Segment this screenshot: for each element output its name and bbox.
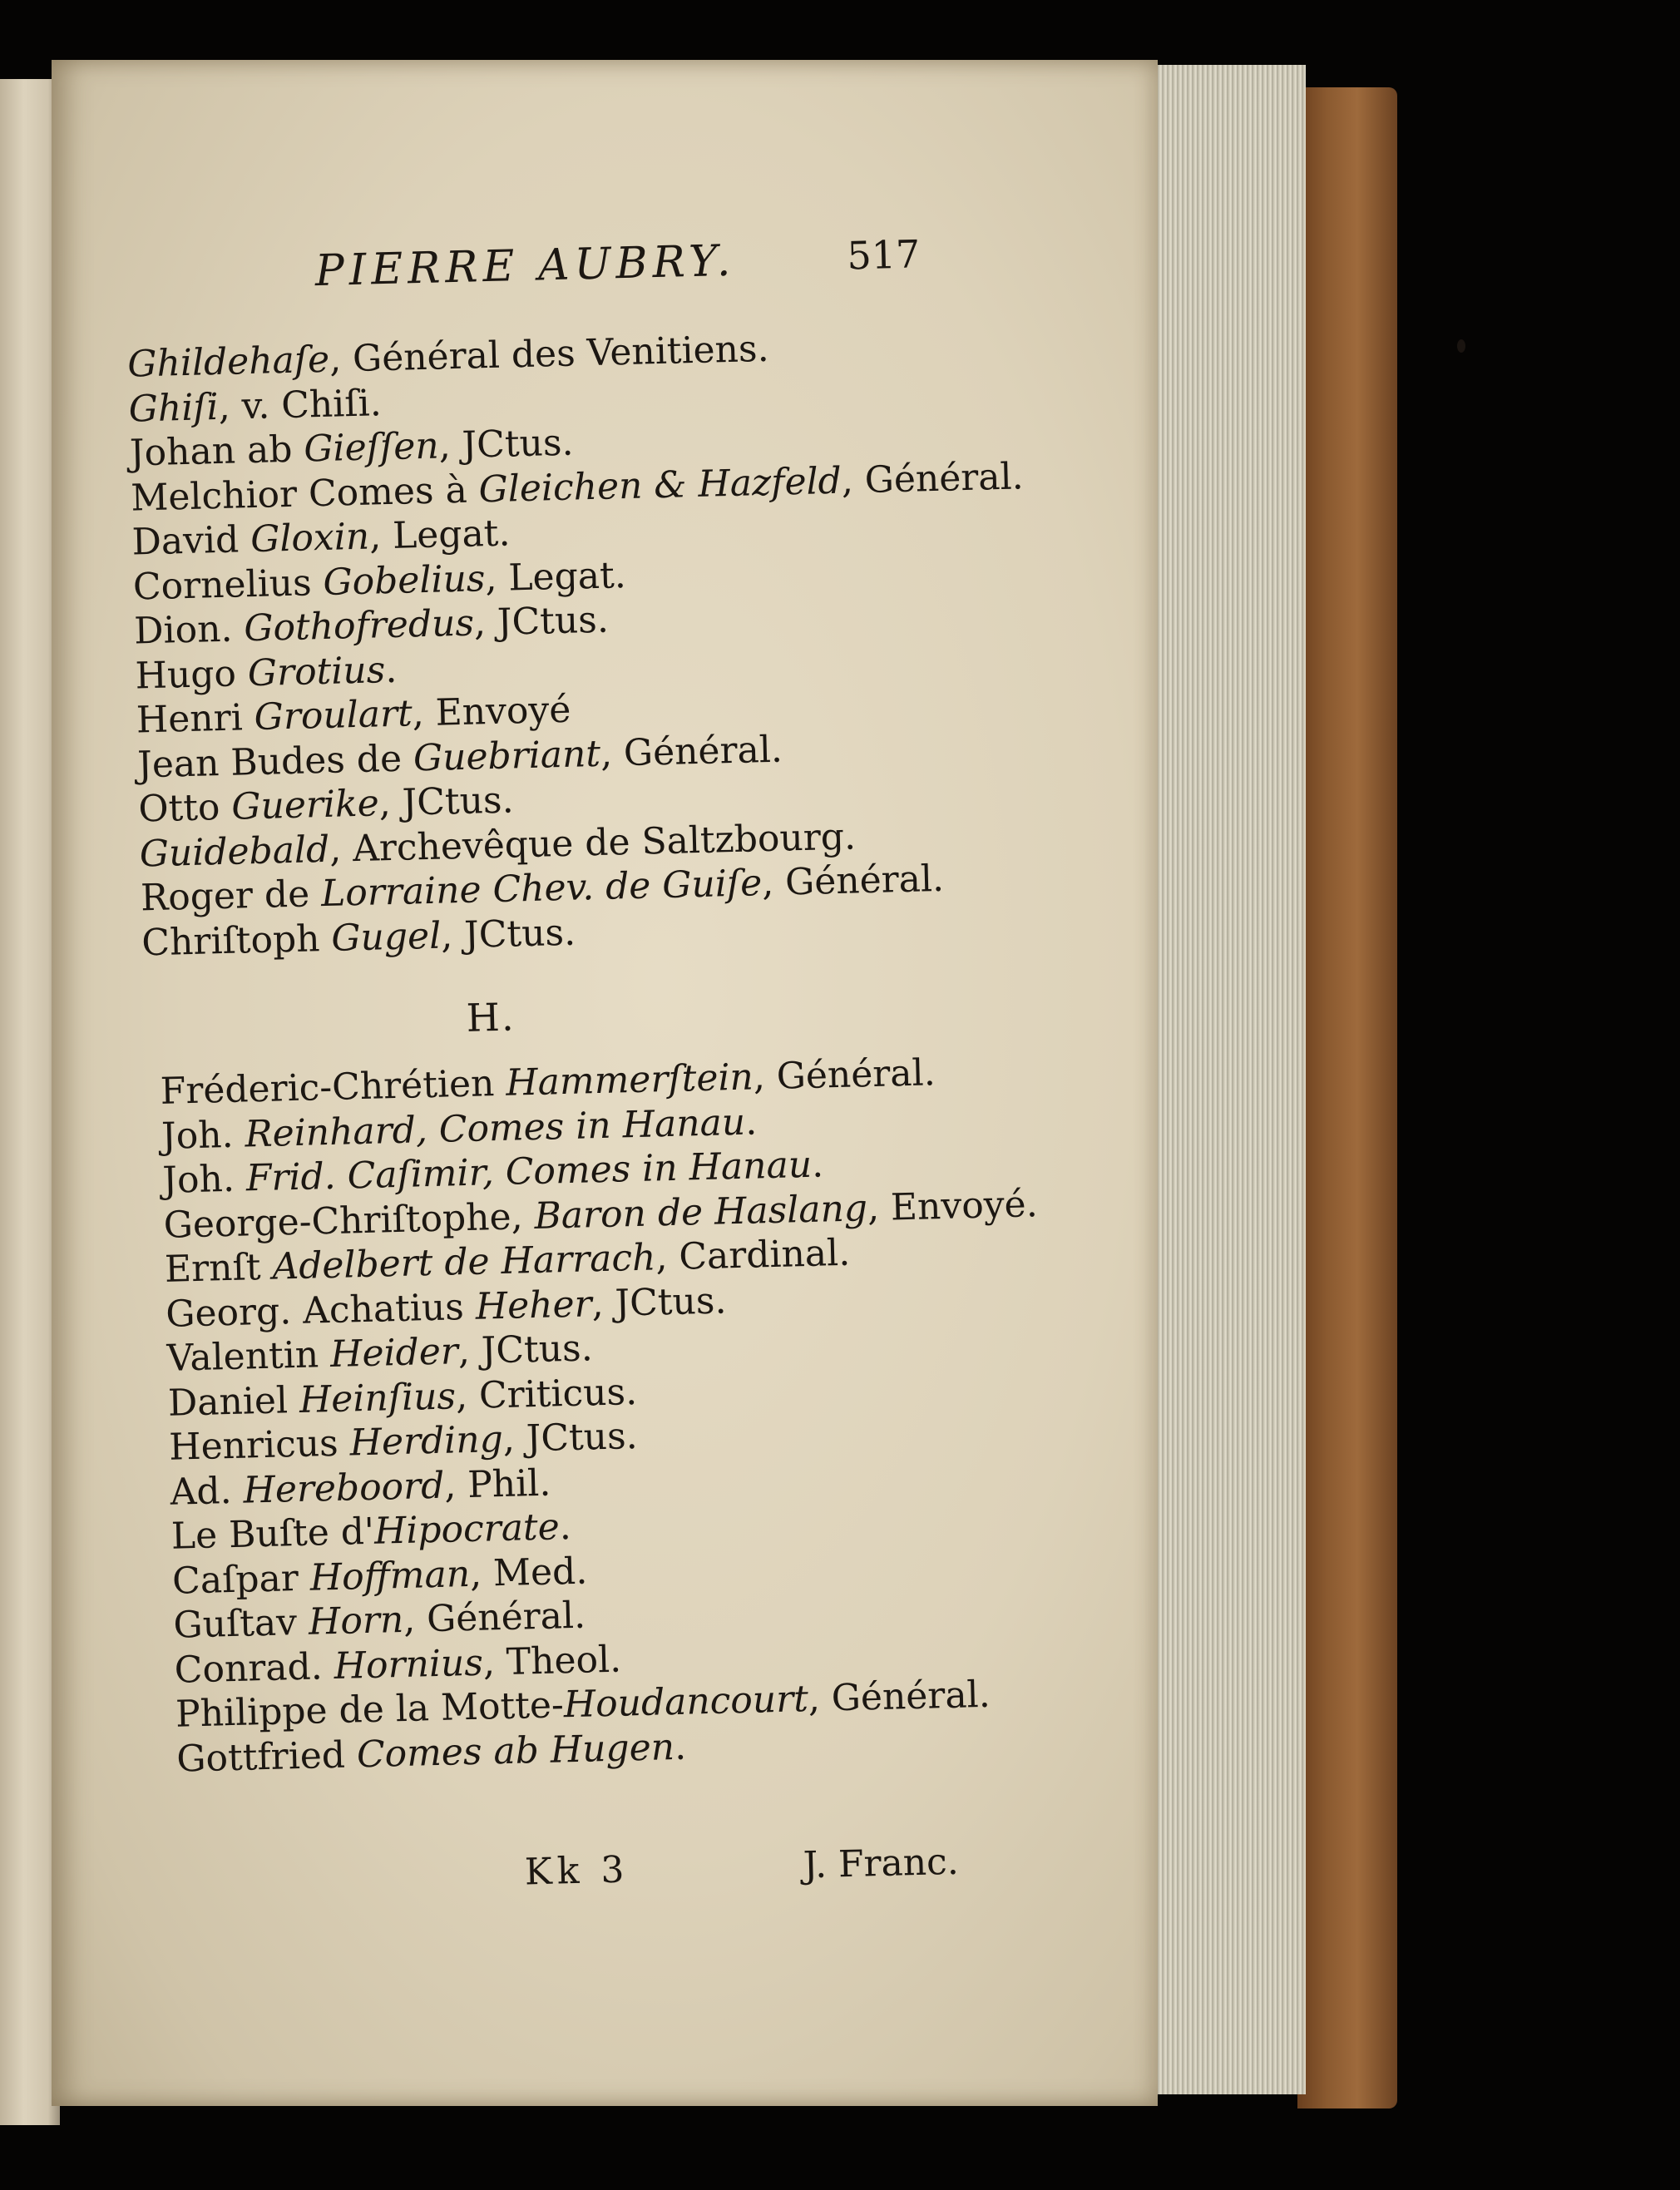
- page-number: 517: [846, 231, 921, 279]
- entry-list-h: [160, 1047, 1092, 1782]
- list-item: Cornelius Gobelius, Legat.: [132, 553, 627, 609]
- catchword: J. Franc.: [803, 1840, 960, 1887]
- section-letter: H.: [466, 994, 516, 1041]
- list-item: David Gloxin, Legat.: [131, 512, 511, 564]
- list-item: Johan ab Gieſſen, JCtus.: [129, 421, 575, 475]
- list-item: Le Buſte d'Hipocrate.: [170, 1505, 572, 1558]
- running-header: [264, 231, 931, 306]
- signature-mark: Kk 3: [524, 1848, 630, 1894]
- list-item: Chriſtoph Gugel, JCtus.: [141, 911, 576, 964]
- list-item: Melchior Comes à Gleichen & Hazfeld, Général.: [130, 454, 1025, 520]
- list-item: Henri Groulart, Envoyé: [136, 688, 571, 742]
- book-cover-board: [1297, 87, 1397, 2108]
- list-item: Philippe de la Motte-Houdancourt, Général.: [175, 1673, 991, 1736]
- list-item: Gottfried Comes ab Hugen.: [175, 1725, 687, 1781]
- list-item: Roger de Lorraine Chev. de Guiſe, Général.: [140, 857, 945, 920]
- list-item: Guſtav Horn, Général.: [172, 1594, 586, 1647]
- list-item: Valentin Heider, JCtus.: [166, 1327, 594, 1380]
- entry-list-g: [127, 320, 1057, 966]
- list-item: Joh. Frid. Caſimir, Comes in Hanau.: [161, 1143, 824, 1202]
- list-item: Georg. Achatius Heher, JCtus.: [165, 1278, 727, 1336]
- list-item: Ad. Hereboord, Phil.: [169, 1461, 551, 1514]
- list-item: Conrad. Hornius, Theol.: [174, 1638, 622, 1692]
- list-item: Hugo Grotius.: [134, 648, 398, 697]
- list-item: Ghildehaſe, Général des Venitiens.: [126, 327, 770, 386]
- list-item: Ernſt Adelbert de Harrach, Cardinal.: [164, 1231, 851, 1291]
- list-item: Otto Guerike, JCtus.: [137, 779, 515, 831]
- ink-speck: [1457, 339, 1465, 353]
- list-item: Henricus Herding, JCtus.: [168, 1415, 639, 1469]
- list-item: Caſpar Hoffman, Med.: [171, 1550, 588, 1603]
- list-item: George-Chriſtophe, Baron de Haslang, Envoyé.: [163, 1182, 1039, 1247]
- list-item: Daniel Heinſius, Criticus.: [167, 1370, 638, 1425]
- list-item: Fréderic-Chrétien Hammerſtein, Général.: [160, 1051, 936, 1113]
- list-item: Guidebald, Archevêque de Saltzbourg.: [139, 814, 857, 875]
- book-page: [52, 60, 1158, 2106]
- running-title: PIERRE AUBRY.: [314, 235, 736, 297]
- list-item: Dion. Gothofredus, JCtus.: [133, 598, 610, 653]
- list-item: Joh. Reinhard, Comes in Hanau.: [161, 1100, 758, 1158]
- list-item: Ghiſi, v. Chiſi.: [128, 381, 383, 431]
- list-item: Jean Budes de Guebriant, Général.: [136, 728, 783, 786]
- page-content: [27, 47, 1183, 2120]
